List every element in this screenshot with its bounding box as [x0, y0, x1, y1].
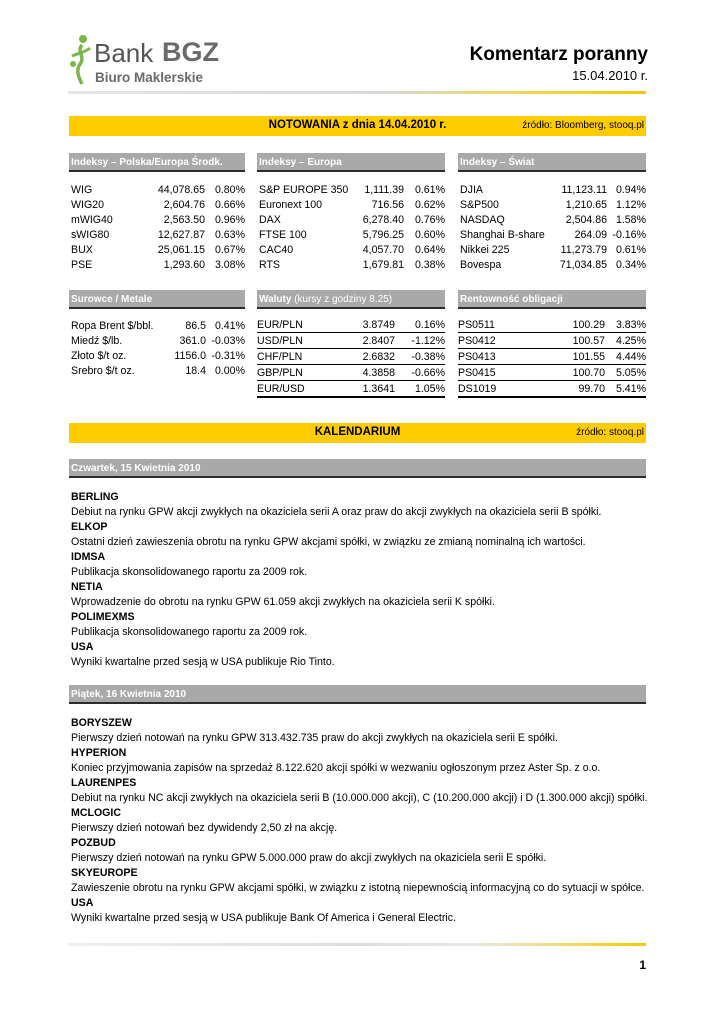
row-value: 2,563.50: [163, 213, 205, 226]
row-name: PS0511: [458, 317, 538, 333]
row-value: 1156.0: [174, 349, 206, 362]
row-name: DAX: [259, 213, 281, 226]
footer-divider: [68, 943, 646, 946]
row-change: 0.62%: [414, 198, 445, 211]
calendar-entry-company: MCLOGIC: [71, 807, 122, 819]
row-value: 2.6832: [339, 349, 395, 365]
row-value: 25,061.15: [157, 243, 205, 256]
header-divider: [68, 91, 646, 94]
table-row: [71, 212, 245, 227]
row-name: NASDAQ: [460, 213, 505, 226]
row-change: 0.41%: [214, 319, 245, 332]
table-row: [460, 212, 646, 227]
calendar-entry-company: HYPERION: [71, 747, 127, 759]
currencies-title-note: (kursy z godziny 8.25): [294, 294, 393, 305]
row-name: Srebro $/t oz.: [71, 364, 135, 377]
row-value: 44,078.65: [157, 183, 205, 196]
commodities-title: Surowce / Metale: [71, 294, 153, 305]
table-row: [458, 365, 646, 381]
indices-pl-header: [69, 153, 245, 172]
quotes-title: NOTOWANIA z dnia 14.04.2010 r.: [268, 119, 447, 131]
row-change: -0.31%: [211, 349, 245, 362]
calendar-entry-description: Wprowadzenie do obrotu na rynku GPW 61.059 akcji zwykłych na okaziciela serii K spółki.: [71, 596, 495, 608]
row-value: 1,111.39: [364, 183, 404, 196]
calendar-title: KALENDARIUM: [314, 426, 401, 438]
row-change: 0.38%: [414, 258, 445, 271]
table-row: [257, 349, 445, 365]
table-row: [257, 381, 445, 398]
calendar-entry-company: BORYSZEW: [71, 717, 132, 729]
calendar-entry-company: ELKOP: [71, 521, 108, 533]
row-name: PS0413: [458, 349, 538, 365]
row-change: 1.58%: [615, 213, 646, 226]
row-value: 11,123.11: [561, 183, 607, 196]
row-value: 1,210.65: [565, 198, 607, 211]
bank-logo: [68, 34, 238, 94]
calendar-entry-company: POLIMEXMS: [71, 611, 135, 623]
currencies-table: [257, 317, 445, 398]
commodities-table: [71, 318, 245, 378]
calendar-entry-description: Pierwszy dzień notowań bez dywidendy 2,50 zł na akcję.: [71, 822, 338, 834]
row-value: 11,273.79: [560, 243, 607, 256]
row-change: -0.03%: [211, 334, 245, 347]
table-row: [259, 212, 445, 227]
row-name: Złoto $/t oz.: [71, 349, 127, 362]
calendar-entry-description: Ostatni dzień zawieszenia obrotu na rynku GPW akcjami spółki, w związku ze zmianą nominalną ich wartości.: [71, 536, 586, 548]
calendar-entry-company: POZBUD: [71, 837, 116, 849]
calendar-entry-description: Wyniki kwartalne przed sesją w USA publikuje Bank Of America i General Electric.: [71, 912, 456, 924]
currencies-header: [257, 290, 445, 309]
row-change: 1.12%: [615, 198, 646, 211]
row-change: 1.05%: [395, 381, 445, 398]
row-value: 1,679.81: [362, 258, 404, 271]
row-name: PS0415: [458, 365, 538, 381]
row-name: EUR/PLN: [257, 317, 339, 333]
bank-logo-figure-icon: [68, 34, 94, 86]
row-name: S&P500: [460, 198, 499, 211]
row-name: Nikkei 225: [460, 243, 510, 256]
row-name: USD/PLN: [257, 333, 339, 349]
calendar-entry-company: NETIA: [71, 581, 103, 593]
row-name: WIG: [71, 183, 93, 196]
calendar-entry-description: Publikacja skonsolidowanego raportu za 2009 rok.: [71, 626, 308, 638]
table-row: [460, 257, 646, 272]
table-row: [71, 242, 245, 257]
table-row: [71, 363, 245, 378]
row-value: 5,796.25: [362, 228, 404, 241]
row-name: S&P EUROPE 350: [259, 183, 349, 196]
row-value: 100.29: [538, 317, 605, 333]
row-name: CAC40: [259, 243, 294, 256]
row-value: 6,278.40: [362, 213, 404, 226]
row-change: 3.83%: [605, 317, 646, 333]
table-row: [460, 242, 646, 257]
indices-world-title: Indeksy – Świat: [460, 157, 535, 168]
row-name: WIG20: [71, 198, 104, 211]
calendar-bar: [69, 423, 646, 443]
row-name: RTS: [259, 258, 280, 271]
table-row: [71, 333, 245, 348]
row-change: 0.64%: [414, 243, 445, 256]
row-value: 12,627.87: [157, 228, 205, 241]
table-row: [259, 197, 445, 212]
document-date: 15.04.2010 r.: [572, 68, 648, 83]
row-value: 4.3858: [339, 365, 395, 381]
row-name: BUX: [71, 243, 93, 256]
calendar-entry-description: Pierwszy dzień notowań na rynku GPW 5.000.000 praw do akcji zwykłych na okaziciela serii E spółki.: [71, 852, 547, 864]
row-change: 0.61%: [615, 243, 646, 256]
calendar-entry-description: Publikacja skonsolidowanego raportu za 2009 rok.: [71, 566, 308, 578]
calendar-entry-description: Pierwszy dzień notowań na rynku GPW 313.432.735 praw do akcji zwykłych na okaziciela serii E spółki.: [71, 732, 558, 744]
page-number: 1: [639, 958, 646, 972]
logo-subtitle: Biuro Maklerskie: [95, 70, 204, 85]
table-row: [458, 381, 646, 398]
row-change: 0.66%: [214, 198, 245, 211]
row-change: 0.60%: [414, 228, 445, 241]
table-row: [458, 317, 646, 333]
row-name: DJIA: [460, 183, 483, 196]
row-value: 1,293.60: [163, 258, 205, 271]
row-name: Shanghai B-share: [460, 228, 545, 241]
calendar-day-title: Piątek, 16 Kwietnia 2010: [71, 689, 187, 700]
table-row: [460, 197, 646, 212]
row-change: 0.96%: [214, 213, 245, 226]
table-row: [71, 257, 245, 272]
row-change: -0.66%: [395, 365, 445, 381]
row-value: 3.8749: [339, 317, 395, 333]
row-change: 0.94%: [615, 183, 646, 196]
calendar-source: źródło: stooq.pl: [576, 427, 644, 438]
bonds-table: [458, 317, 646, 398]
quotes-source: źródło: Bloomberg, stooq.pl: [522, 120, 644, 131]
table-row: [71, 318, 245, 333]
row-name: FTSE 100: [259, 228, 307, 241]
row-value: 4,057.70: [362, 243, 404, 256]
table-row: [71, 182, 245, 197]
calendar-day-header: [69, 459, 646, 478]
calendar-entry-description: Zawieszenie obrotu na rynku GPW akcjami spółki, w związku z istotną niepewnością informacyjną co do sytuacji w spółce.: [71, 882, 645, 894]
row-change: 0.80%: [214, 183, 245, 196]
row-value: 99.70: [538, 381, 605, 398]
logo-bank-text: Bank: [94, 38, 154, 68]
calendar-entry-company: USA: [71, 897, 94, 909]
table-row: [458, 333, 646, 349]
calendar-entry-description: Debiut na rynku GPW akcji zwykłych na okaziciela serii A oraz praw do akcji zwykłych na okaziciela serii B spółki.: [71, 506, 602, 518]
table-row: [259, 257, 445, 272]
calendar-entry-company: SKYEUROPE: [71, 867, 138, 879]
calendar-entry-company: LAURENPES: [71, 777, 137, 789]
row-value: 101.55: [538, 349, 605, 365]
calendar-day-entries: [71, 716, 646, 926]
row-change: 0.16%: [395, 317, 445, 333]
table-row: [460, 227, 646, 242]
calendar-entry-description: Debiut na rynku NC akcji zwykłych na okaziciela serii B (10.000.000 akcji), C (10.200.000 akcji) i D (1.300.000 akcji) spółki.: [71, 792, 648, 804]
calendar-entry-company: BERLING: [71, 491, 119, 503]
row-change: 4.25%: [605, 333, 646, 349]
document-title: Komentarz poranny: [469, 44, 648, 65]
table-row: [460, 182, 646, 197]
row-change: 0.61%: [414, 183, 445, 196]
calendar-day-entries: [71, 490, 646, 670]
row-value: 18.4: [185, 364, 206, 377]
table-row: [71, 348, 245, 363]
indices-pl-table: [71, 182, 245, 272]
calendar-entry-description: Wyniki kwartalne przed sesją w USA publikuje Rio Tinto.: [71, 656, 335, 668]
row-change: 0.67%: [214, 243, 245, 256]
calendar-entry-description: Koniec przyjmowania zapisów na sprzedaż 8.122.620 akcji spółki w wezwaniu ogłoszonym przez Aster Sp. z o.o.: [71, 762, 601, 774]
row-change: -1.12%: [395, 333, 445, 349]
row-name: GBP/PLN: [257, 365, 339, 381]
table-row: [458, 349, 646, 365]
row-change: 5.05%: [605, 365, 646, 381]
indices-eu-header: [257, 153, 445, 172]
table-row: [257, 317, 445, 333]
calendar-day-title: Czwartek, 15 Kwietnia 2010: [71, 463, 201, 474]
row-value: 71,034.85: [559, 258, 607, 271]
table-row: [257, 333, 445, 349]
row-value: 86.5: [185, 319, 206, 332]
calendar-day-header: [69, 685, 646, 704]
row-change: 5.41%: [605, 381, 646, 398]
row-name: Bovespa: [460, 258, 502, 271]
indices-world-table: [460, 182, 646, 272]
row-name: Ropa Brent $/bbl.: [71, 319, 154, 332]
row-change: 0.34%: [615, 258, 646, 271]
row-name: mWIG40: [71, 213, 113, 226]
row-name: EUR/USD: [257, 381, 339, 398]
bonds-title: Rentowność obligacji: [460, 294, 563, 305]
bonds-header: [458, 290, 646, 309]
row-change: 0.76%: [414, 213, 445, 226]
row-value: 100.70: [538, 365, 605, 381]
table-row: [71, 197, 245, 212]
row-value: 100.57: [538, 333, 605, 349]
table-row: [259, 227, 445, 242]
row-value: 2,604.76: [163, 198, 205, 211]
row-name: PSE: [71, 258, 93, 271]
indices-pl-title: Indeksy – Polska/Europa Środk.: [71, 157, 223, 168]
row-change: 4.44%: [605, 349, 646, 365]
table-row: [259, 242, 445, 257]
row-name: sWIG80: [71, 228, 110, 241]
row-change: 0.00%: [214, 364, 245, 377]
row-value: 2,504.86: [565, 213, 607, 226]
commodities-header: [69, 290, 245, 309]
quotes-bar: [69, 116, 646, 136]
calendar-entry-company: USA: [71, 641, 94, 653]
row-value: 1.3641: [339, 381, 395, 398]
row-name: CHF/PLN: [257, 349, 339, 365]
table-row: [259, 182, 445, 197]
logo-bgz-text: BGZ: [162, 37, 219, 67]
row-name: Miedź $/lb.: [71, 334, 123, 347]
row-change: -0.16%: [612, 228, 646, 241]
row-name: DS1019: [458, 381, 538, 398]
row-change: 0.63%: [214, 228, 245, 241]
indices-eu-title: Indeksy – Europa: [259, 157, 342, 168]
calendar-entry-company: IDMSA: [71, 551, 106, 563]
currencies-title: Waluty: [259, 294, 292, 305]
row-value: 2.8407: [339, 333, 395, 349]
row-change: -0.38%: [395, 349, 445, 365]
indices-world-header: [458, 153, 646, 172]
indices-eu-table: [259, 182, 445, 272]
row-value: 716.56: [371, 198, 404, 211]
table-row: [71, 227, 245, 242]
row-value: 264.09: [574, 228, 607, 241]
row-value: 361.0: [179, 334, 206, 347]
row-name: Euronext 100: [259, 198, 323, 211]
row-name: PS0412: [458, 333, 538, 349]
row-change: 3.08%: [214, 258, 245, 271]
table-row: [257, 365, 445, 381]
